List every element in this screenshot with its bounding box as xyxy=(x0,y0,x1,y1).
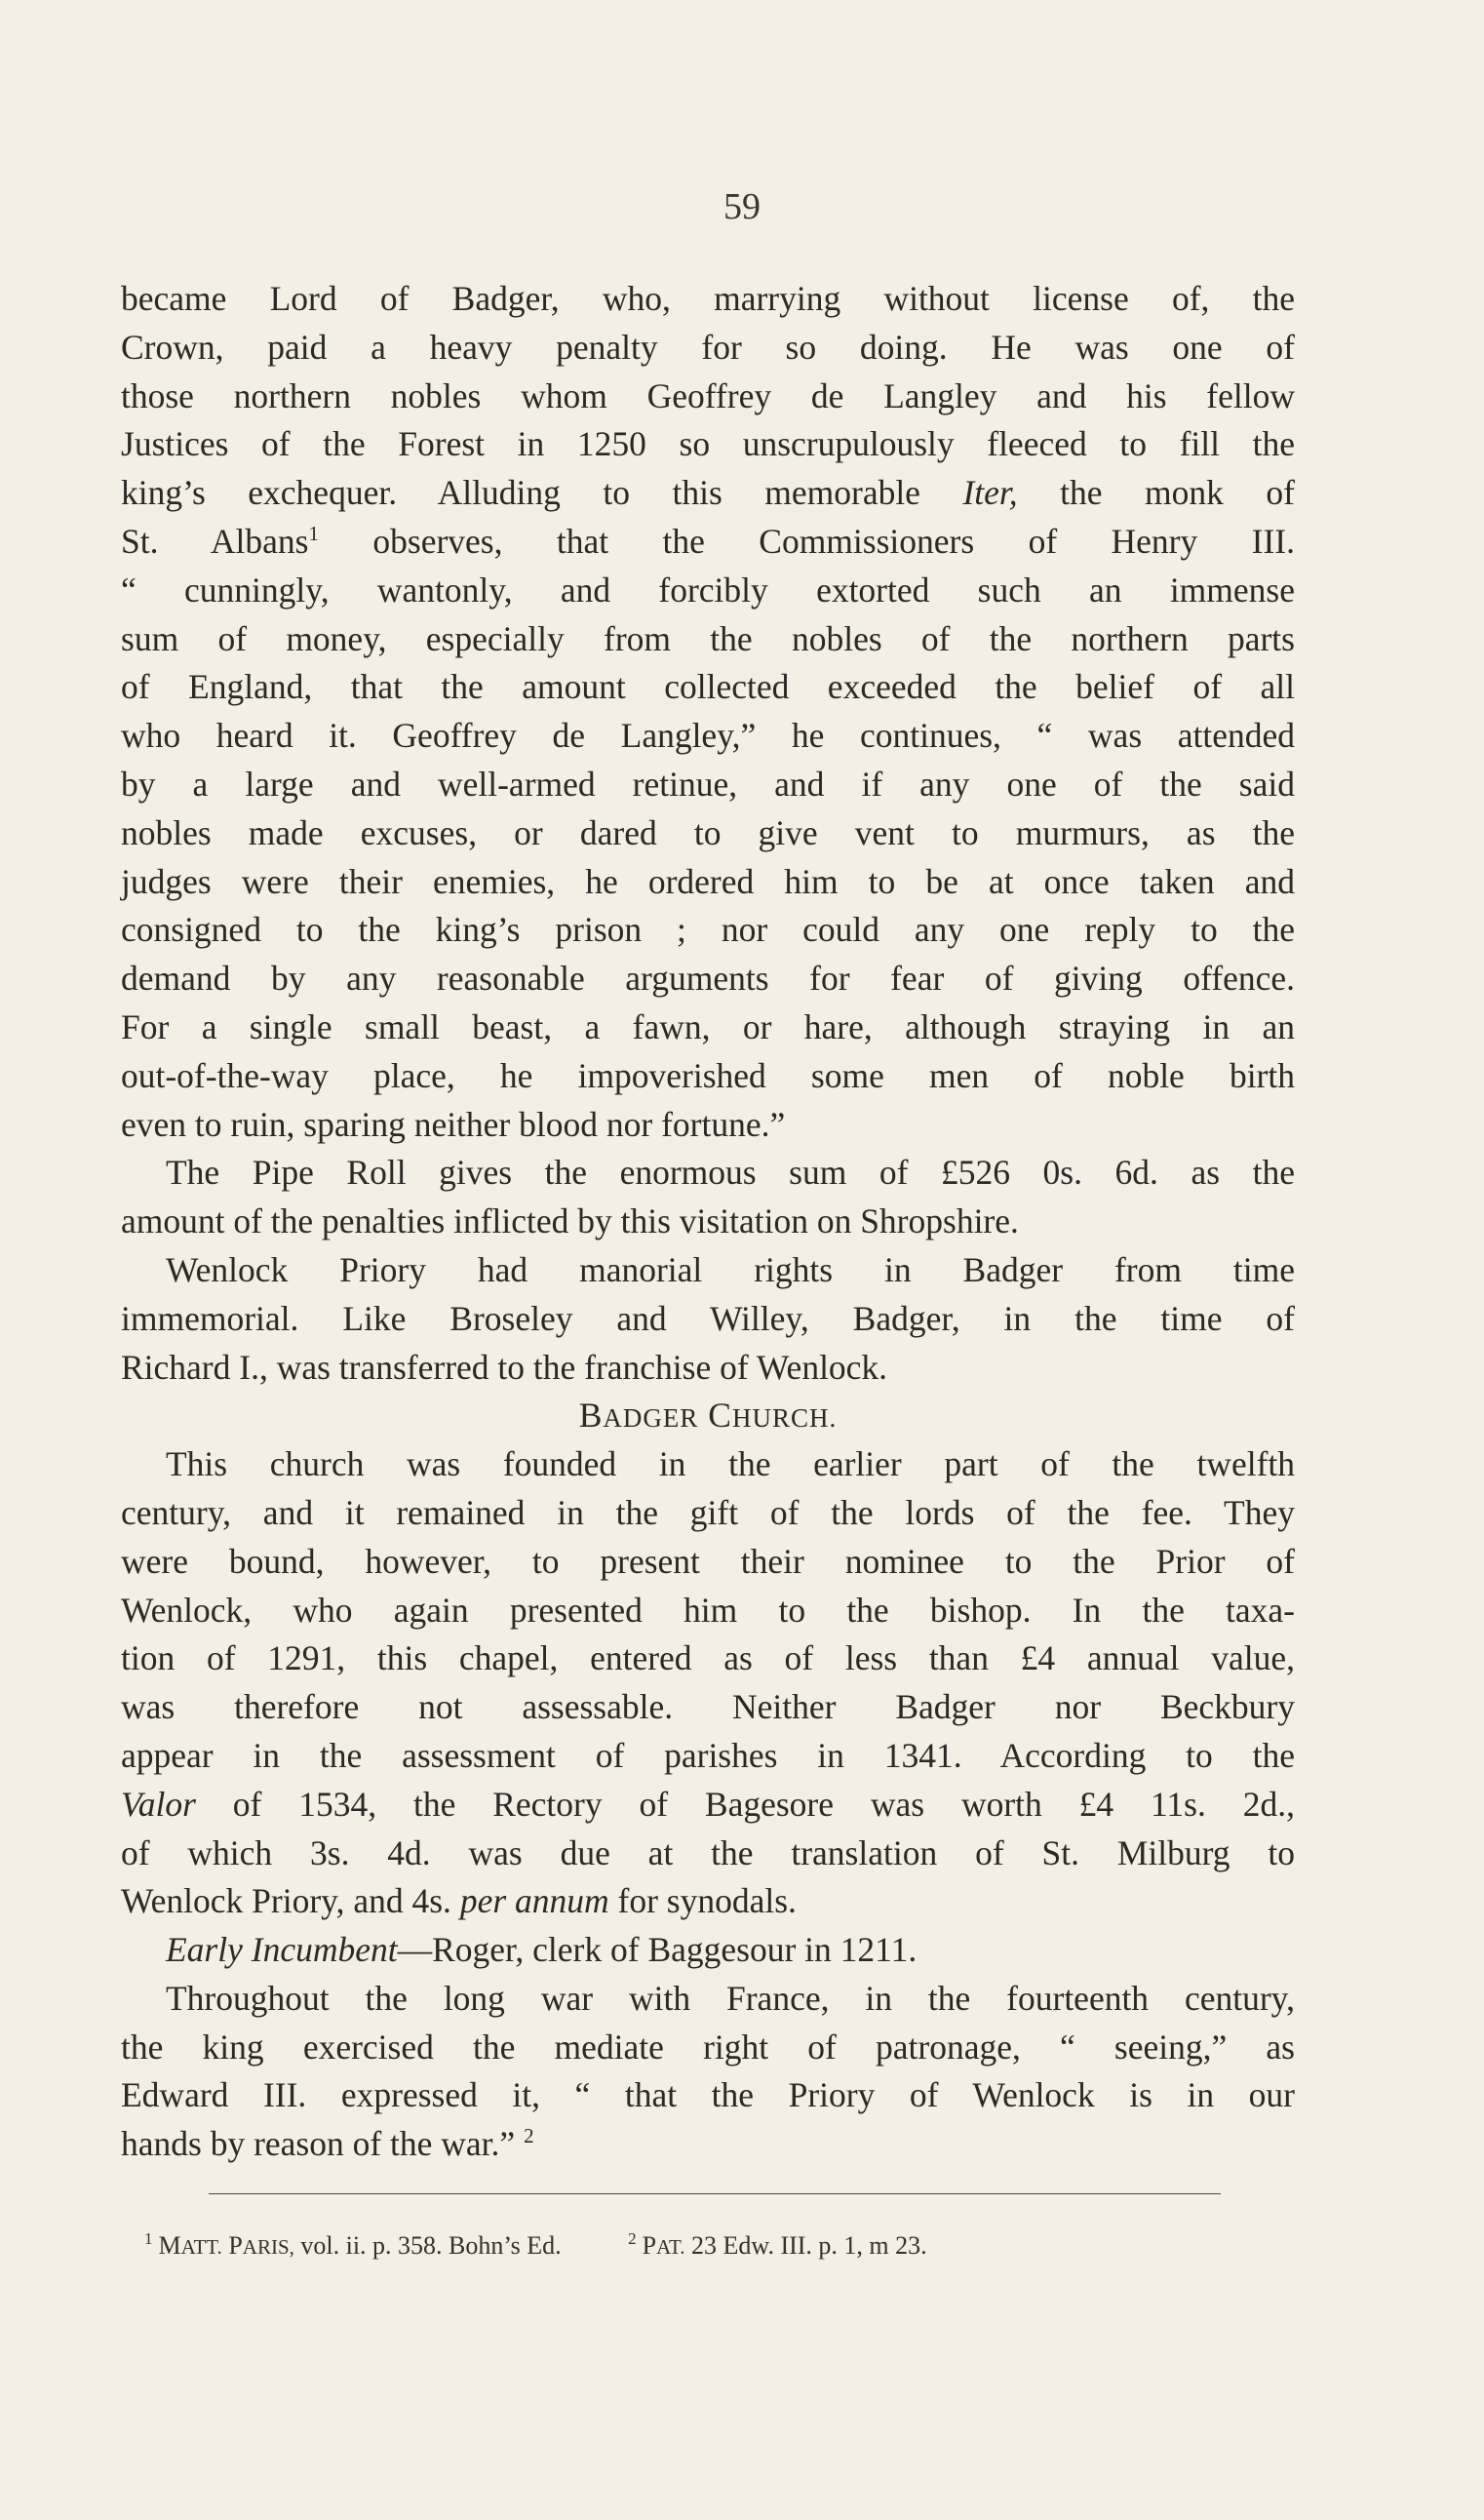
text-line: even to ruin, sparing neither blood nor fortune.” xyxy=(121,1104,786,1144)
text-run: Wenlock Priory, and 4s. xyxy=(121,1881,460,1921)
text-line: judges were their enemies, he ordered him to be at once taken and xyxy=(121,861,1295,901)
text-line: was therefore not assessable. Neither Badger nor Beckbury xyxy=(121,1687,1295,1727)
text-line: Edward III. expressed it, “ that the Priory of Wenlock is in our xyxy=(121,2075,1295,2115)
text-run: the monk of xyxy=(1017,473,1295,513)
text-line: of which 3s. 4d. was due at the translation of St. Milburg to xyxy=(121,1832,1295,1872)
paragraph-wenlock-priory xyxy=(121,1246,1295,1392)
footnote-mark: 1 xyxy=(144,2229,153,2249)
text-line: those northern nobles whom Geoffrey de Langley and his fellow xyxy=(121,375,1295,415)
text-line: nobles made excuses, or dared to give vent to murmurs, as the xyxy=(121,812,1295,852)
text-line: the king exercised the mediate right of patronage, “ seeing,” as xyxy=(121,2027,1295,2067)
heading-small-caps: ADGER xyxy=(603,1403,699,1434)
text-line xyxy=(121,1781,1295,1830)
footnote-2 xyxy=(628,2230,927,2263)
paragraph-pipe-roll xyxy=(121,1149,1295,1246)
footnote-small-caps: ARIS, xyxy=(242,2235,294,2259)
footnote-ref-2: 2 xyxy=(524,2124,534,2148)
italic-term-iter: Iter, xyxy=(962,473,1018,513)
text-line: sum of money, especially from the nobles of the northern parts xyxy=(121,618,1295,658)
footnotes xyxy=(144,2230,1266,2263)
text-line: amount of the penalties inflicted by this visitation on Shropshire. xyxy=(121,1201,1019,1241)
text-line: “ cunningly, wantonly, and forcibly extorted such an immense xyxy=(121,570,1295,610)
text-line: demand by any reasonable arguments for fear of giving offence. xyxy=(121,959,1295,999)
text-line xyxy=(121,1877,1295,1926)
text-line: appear in the assessment of parishes in 1341. According to the xyxy=(121,1735,1295,1775)
text-line: became Lord of Badger, who, marrying without license of, the xyxy=(121,279,1295,318)
italic-term-early-incumbent: Early Incumbent xyxy=(166,1930,398,1970)
italic-term-valor: Valor xyxy=(121,1784,196,1824)
heading-initial: C xyxy=(708,1396,732,1436)
text-line: who heard it. Geoffrey de Langley,” he continues, “ was attended xyxy=(121,716,1295,756)
text-run: of 1534, the Rectory of Bagesore was worth £4 11s. 2d., xyxy=(195,1784,1295,1824)
text-line: Throughout the long war with France, in the fourteenth century, xyxy=(166,1978,1295,2018)
footnote-text: vol. ii. p. 358. Bohn’s Ed. xyxy=(293,2231,562,2260)
paragraph-war-with-france xyxy=(121,1975,1295,2169)
body-text xyxy=(121,275,1295,2169)
paragraph-geoffrey-de-langley xyxy=(121,275,1295,1149)
section-heading-badger-church xyxy=(121,1392,1295,1440)
text-line: Wenlock, who again presented him to the bishop. In the taxa- xyxy=(121,1590,1295,1630)
text-run: St. Albans xyxy=(121,521,309,561)
footnote-small-caps: AT. xyxy=(656,2235,685,2259)
text-run: —Roger, clerk of Baggesour in 1211. xyxy=(397,1930,918,1970)
text-line: of England, that the amount collected exceeded the belief of all xyxy=(121,667,1295,707)
heading-initial: B xyxy=(578,1396,604,1436)
text-line xyxy=(121,469,1295,518)
text-line: Crown, paid a heavy penalty for so doing. He was one of xyxy=(121,327,1295,367)
text-run: for synodals. xyxy=(608,1881,797,1921)
text-line: For a single small beast, a fawn, or hare, although straying in an xyxy=(121,1006,1295,1046)
text-line: Wenlock Priory had manorial rights in Badger from time xyxy=(166,1249,1295,1289)
footnote-initial: M xyxy=(158,2231,181,2260)
heading-small-caps: HURCH. xyxy=(731,1403,838,1434)
text-line: immemorial. Like Broseley and Willey, Badger, in the time of xyxy=(121,1298,1295,1338)
text-line: Justices of the Forest in 1250 so unscrupulously fleeced to fill the xyxy=(121,424,1295,464)
footnote-small-caps: ATT. xyxy=(180,2235,222,2259)
text-line: century, and it remained in the gift of the lords of the fee. They xyxy=(121,1492,1295,1532)
italic-term-per-annum: per annum xyxy=(459,1881,609,1921)
text-line: Richard I., was transferred to the franchise of Wenlock. xyxy=(121,1347,888,1387)
text-line: by a large and well-armed retinue, and if any one of the said xyxy=(121,764,1295,804)
text-line: This church was founded in the earlier part of the twelfth xyxy=(166,1444,1295,1484)
paragraph-early-incumbent xyxy=(121,1926,1295,1975)
text-line: The Pipe Roll gives the enormous sum of £526 0s. 6d. as the xyxy=(166,1153,1295,1193)
text-line: tion of 1291, this chapel, entered as of less than £4 annual value, xyxy=(121,1638,1295,1678)
footnote-initial: P xyxy=(642,2231,657,2260)
text-line: were bound, however, to present their nominee to the Prior of xyxy=(121,1541,1295,1581)
paragraph-church-history xyxy=(121,1440,1295,1926)
footnote-initial: P xyxy=(221,2231,243,2260)
text-line xyxy=(121,518,1295,567)
text-line xyxy=(121,1926,1295,1975)
text-run: hands by reason of the war.” xyxy=(121,2124,525,2164)
text-run: king’s exchequer. Alluding to this memorable xyxy=(121,473,963,513)
text-run: observes, that the Commissioners of Henry III. xyxy=(319,521,1295,561)
footnote-1 xyxy=(144,2230,562,2263)
footnote-ref-1: 1 xyxy=(308,522,319,546)
text-line xyxy=(121,2120,1295,2169)
text-line: consigned to the king’s prison ; nor could any one reply to the xyxy=(121,910,1295,950)
text-line: out-of-the-way place, he impoverished some men of noble birth xyxy=(121,1055,1295,1095)
footnote-mark: 2 xyxy=(628,2229,637,2249)
page-number: 59 xyxy=(723,186,761,227)
footnote-text: 23 Edw. III. p. 1, m 23. xyxy=(684,2231,927,2260)
footnote-separator-rule xyxy=(209,2193,1221,2194)
